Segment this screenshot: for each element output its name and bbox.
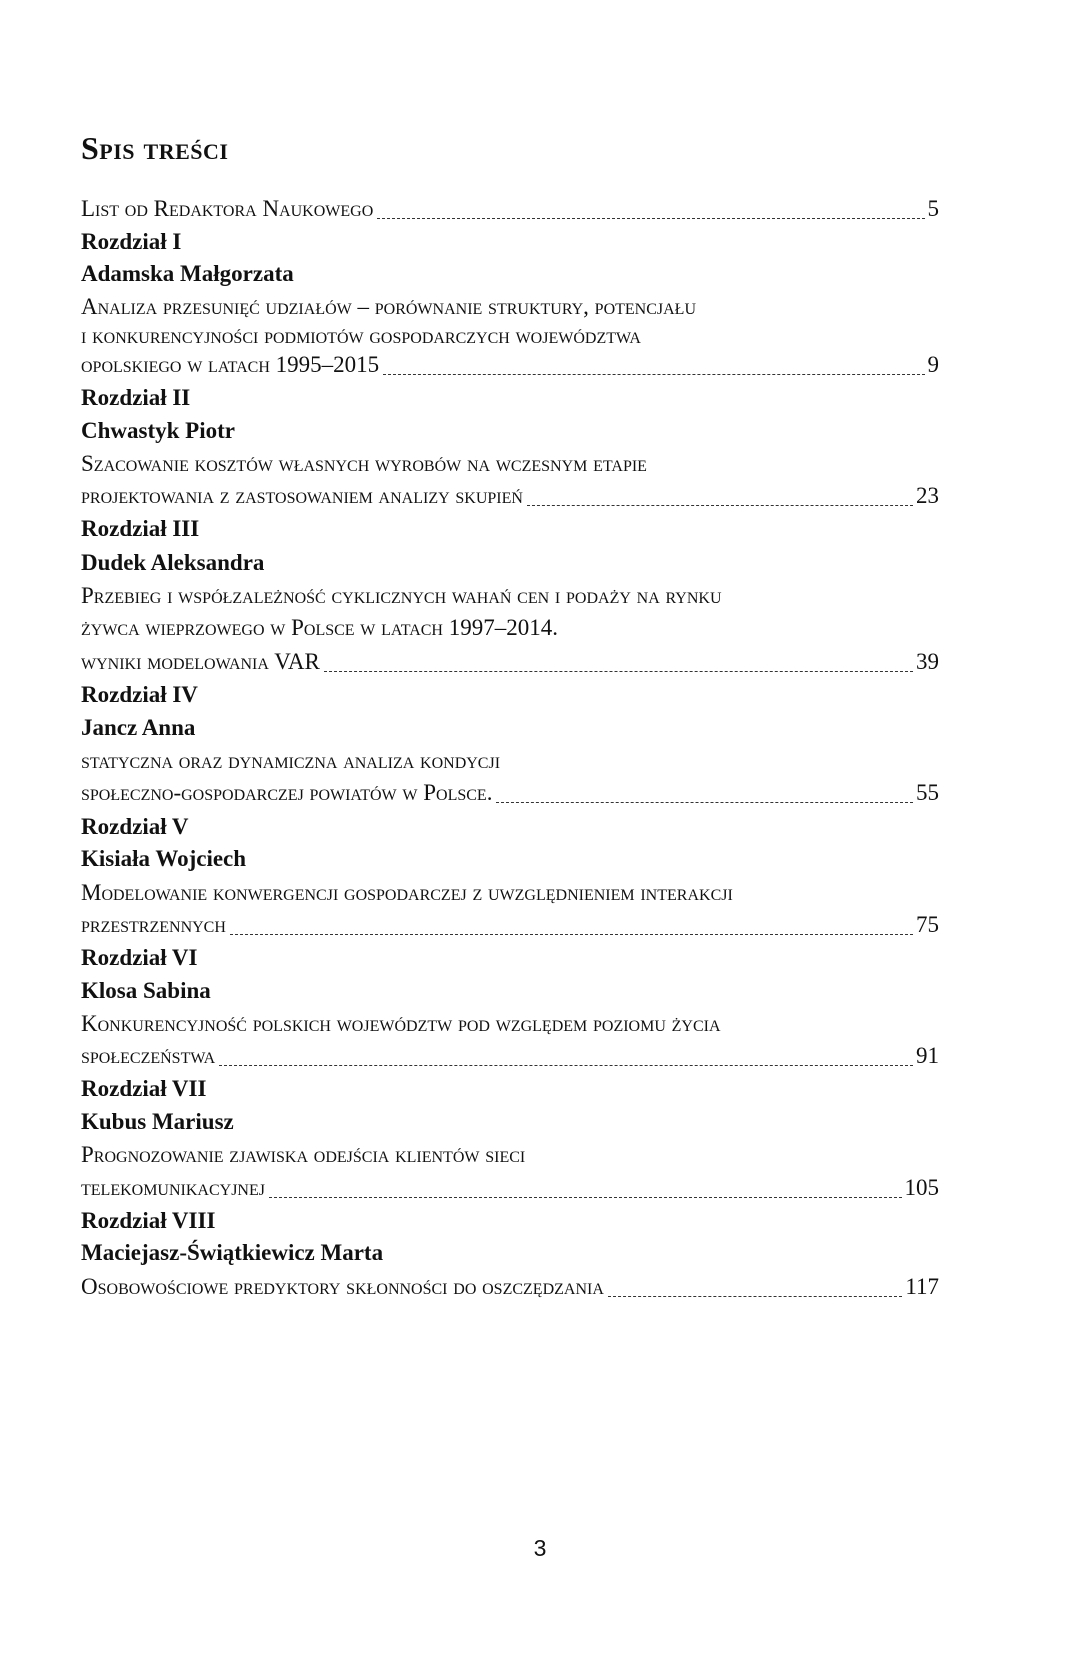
toc-entry-chapter-4[interactable] [81, 781, 939, 804]
chapter-title-line: Prognozowanie zjawiska odejścia klientów sieci [81, 1142, 526, 1167]
dot-leader [383, 373, 924, 375]
chapter-author: Kisiała Wojciech [81, 846, 247, 871]
chapter-author: Kubus Mariusz [81, 1109, 234, 1134]
chapter-title-line: telekomunikacyjnej [81, 1175, 265, 1200]
toc-entry-chapter-3[interactable] [81, 650, 939, 673]
chapter-author: Chwastyk Piotr [81, 418, 235, 443]
chapter-title-line: społeczno-gospodarczej powiatów w Polsce. [81, 780, 493, 805]
dot-leader [377, 217, 924, 219]
chapter-label: Rozdział II [81, 385, 191, 410]
chapter-label: Rozdział III [81, 516, 200, 541]
toc-entry-page: 75 [916, 912, 939, 937]
dot-leader [324, 670, 913, 672]
chapter-title-line: społeczeństwa [81, 1043, 216, 1068]
toc-entry-page: 39 [916, 649, 939, 674]
chapter-author: Maciejasz-Świątkiewicz Marta [81, 1240, 384, 1265]
toc-entry-chapter-6[interactable] [81, 1044, 939, 1067]
toc-entry-intro[interactable] [81, 197, 939, 220]
chapter-label: Rozdział VII [81, 1076, 207, 1101]
toc-entry-page: 5 [927, 196, 939, 221]
toc-entry-chapter-8[interactable] [81, 1275, 939, 1298]
chapter-title-line: przestrzennych [81, 912, 226, 937]
chapter-label: Rozdział IV [81, 682, 198, 707]
chapter-title-line: opolskiego w latach 1995–2015 [81, 352, 380, 377]
dot-leader [496, 801, 913, 803]
toc-entry-chapter-2[interactable] [81, 484, 939, 507]
chapter-author: Adamska Małgorzata [81, 261, 294, 286]
chapter-label: Rozdział I [81, 229, 182, 254]
chapter-title-line: żywca wieprzowego w Polsce w latach 1997–2014. [81, 615, 558, 640]
toc-entry-page: 117 [905, 1274, 939, 1299]
chapter-title-line: Szacowanie kosztów własnych wyrobów na wczesnym etapie [81, 451, 647, 476]
toc-entry-page: 9 [927, 352, 939, 377]
chapter-title-line: wyniki modelowania VAR [81, 649, 320, 674]
chapter-title-line: Modelowanie konwergencji gospodarczej z uwzględnieniem interakcji [81, 880, 733, 905]
chapter-title-line: Analiza przesunięć udziałów – porównanie struktury, potencjału [81, 294, 697, 319]
chapter-title-line: i konkurencyjności podmiotów gospodarczych województwa [81, 323, 641, 348]
toc-entry-title: List od Redaktora Naukowego [81, 196, 374, 221]
toc-entry-page: 55 [916, 780, 939, 805]
chapter-title-line: Osobowościowe predyktory skłonności do oszczędzania [81, 1274, 604, 1299]
toc-entry-chapter-5[interactable] [81, 913, 939, 936]
toc-entry-page: 23 [916, 483, 939, 508]
toc-entry-page: 105 [904, 1175, 939, 1200]
dot-leader [219, 1064, 913, 1066]
page-number: 3 [533, 1535, 547, 1561]
chapter-title-line: Konkurencyjność polskich województw pod względem poziomu życia [81, 1011, 721, 1036]
chapter-title-line: statyczna oraz dynamiczna analiza kondycji [81, 748, 501, 773]
chapter-label: Rozdział VIII [81, 1208, 216, 1233]
chapter-label: Rozdział V [81, 814, 189, 839]
page-title: Spis treści [81, 130, 229, 166]
dot-leader [269, 1196, 902, 1198]
dot-leader [608, 1295, 902, 1297]
toc-entry-page: 91 [916, 1043, 939, 1068]
toc-entry-chapter-7[interactable] [81, 1176, 939, 1199]
chapter-author: Dudek Aleksandra [81, 550, 265, 575]
dot-leader [230, 933, 913, 935]
chapter-label: Rozdział VI [81, 945, 198, 970]
toc-entry-chapter-1[interactable] [81, 353, 939, 376]
chapter-title-line: Przebieg i współzależność cyklicznych wahań cen i podaży na rynku [81, 583, 722, 608]
chapter-author: Klosa Sabina [81, 978, 211, 1003]
chapter-author: Jancz Anna [81, 715, 196, 740]
dot-leader [527, 504, 913, 506]
chapter-title-line: projektowania z zastosowaniem analizy skupień [81, 483, 523, 508]
